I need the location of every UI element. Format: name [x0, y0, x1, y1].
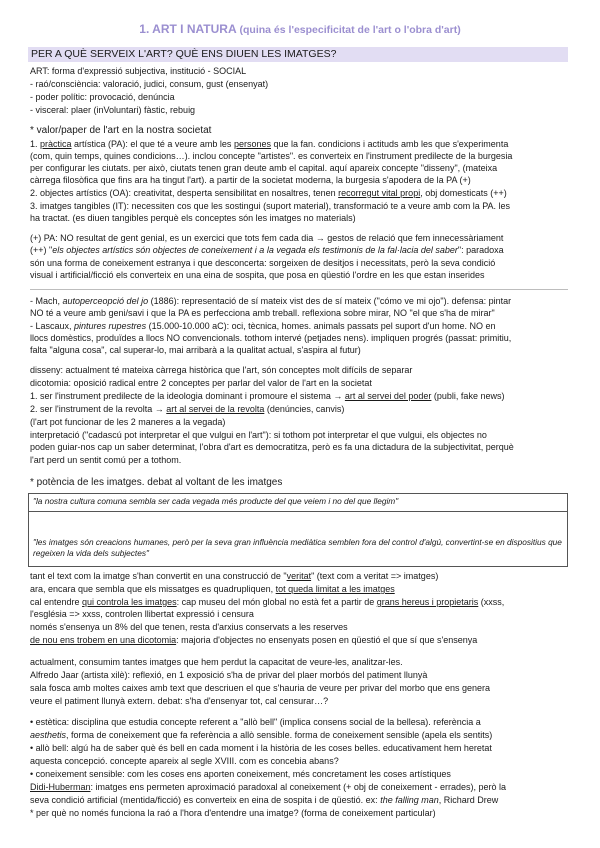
- page-title: [0, 22, 600, 36]
- art-reason-line: - raó/consciència: valoració, judici, consum, gust (ensenyat): [30, 79, 269, 89]
- italic-quote: els objectes artístics són objectes de coneixement i a la vegada els testimonis de la fal·lacia del saber: [52, 245, 458, 255]
- paragraph-line: càrrega filosòfica que fins ara ha tingut l'art). a partir de la societat moderna, la burgesia s'apodera de la PA (+): [30, 175, 471, 185]
- paragraph-line: per configurar les ciutats. per això, ciutats tenen gran deute amb el capital. aquí apareix concepte "disseny", (mateixa: [30, 163, 498, 173]
- underlined-term: qui controla les imatges: [82, 597, 177, 607]
- text-span: (++) ": [30, 245, 53, 255]
- text-span: tant el text com la imatge s'han convertit en una construcció de ": [30, 571, 287, 581]
- paragraph-line: disseny: actualment té mateixa càrrega històrica que l'art, són conceptes molt difícils de separar: [30, 365, 413, 375]
- paragraph-line: són una forma de coneixement estranya i que desconcerta: sorgeixen de desitjos i necessitats, però la seva condició: [30, 258, 496, 268]
- text-span: - Lascaux,: [30, 321, 75, 331]
- underlined-term: tot queda limitat a les imatges: [275, 584, 395, 594]
- underlined-term: art al servei de la revolta: [166, 404, 265, 414]
- paragraph-line: sala fosca amb moltes caixes amb text que descriuen el que s'hauria de veure per privar del morbo que ens genera: [30, 683, 490, 693]
- text-span: - Mach,: [30, 296, 63, 306]
- paragraph-line: • coneixement sensible: com les coses ens aporten coneixement, més concretament les coses artístiques: [30, 769, 451, 779]
- paragraph-line: NO té a veure amb geni/savi i que la PA es perfecciona amb treball. reflexiona sobre mirar, NO "el que s'ha de mirar": [30, 308, 495, 318]
- underlined-term: art al servei del poder: [344, 391, 432, 401]
- section-heading-what-for: PER A QUÈ SERVEIX L'ART? QUÈ ENS DIUEN LES IMATGES?: [28, 47, 568, 62]
- paragraph-line: poden guiar-nos cap un saber determinat, l'obra d'art es democratitza, però es fa una dictadura de la subjectivitat, perquè: [30, 442, 514, 452]
- paragraph-line: llocs domèstics, produïdes a llocs NO convencionals. tothom intervé (petjades nens). impliquen progrés (passat: primitiu,: [30, 333, 512, 343]
- text-span: (1886): representació de sí mateix vist des de sí mateix ("cómo ve mi ojo"). defensa: pintar: [148, 296, 512, 306]
- art-political-line: - poder polític: provocació, denúncia: [30, 92, 175, 102]
- paragraph-line: visual i artificial/ficció els converteix en una eina de sospita, que posa en qüestió l'ordre en les que estan inserides: [30, 270, 485, 280]
- text-span: (publi, fake news): [431, 391, 505, 401]
- quote-box: "les imatges són creacions humanes, però per la seva gran influència mediàtica semblen fora del control d'algú, convertint-se en dispositius que regeixen la vida dels subjectes": [28, 511, 568, 567]
- text-span: : majoria d'objectes no ensenyats posen en qüestió el que sí que s'ensenya: [176, 635, 478, 645]
- paragraph-line: falta "alguna cosa", cal superar-lo, mai arribarà a la qualitat actual, s'aspira al futur): [30, 345, 361, 355]
- section-heading-value: * valor/paper de l'art en la nostra societat: [30, 125, 212, 136]
- paragraph-line: dicotomia: oposició radical entre 2 conceptes per parlar del valor de l'art en la societat: [30, 378, 372, 388]
- underlined-term: Didi-Huberman: [30, 782, 91, 792]
- paragraph-line: [30, 635, 570, 646]
- paragraph-line: [30, 404, 570, 415]
- paragraph-line: l'art perd un sentit comú per a tothom.: [30, 455, 182, 465]
- paragraph-line: [30, 321, 570, 332]
- paragraph-line: actualment, consumim tantes imatges que hem perdut la capacitat de veure-les, analitzar-les.: [30, 657, 403, 667]
- text-span: ara, encara que sembla que els missatges es quadrupliquen,: [30, 584, 276, 594]
- text-span: , forma de coneixement que fa referència a allò sensible. forma de coneixement sensible (apela els sentits): [66, 730, 493, 740]
- text-span: , Richard Drew: [438, 795, 499, 805]
- text-span: (denúncies, canvis): [264, 404, 345, 414]
- underlined-term: veritat: [286, 571, 312, 581]
- paragraph-line: [30, 296, 570, 307]
- text-span: que la fan. condicions i actituds amb les que s'experimenta: [270, 139, 509, 149]
- paragraph-line: aquesta concepció. concepte apareix al segle XVIII. com es concebia abans?: [30, 756, 339, 766]
- paragraph-line: • estètica: disciplina que estudia concepte referent a "allò bell" (implica consens social de la bellesa). referència a: [30, 717, 481, 727]
- italic-term: aesthetis: [30, 730, 67, 740]
- text-span: cal entendre: [30, 597, 83, 607]
- paragraph-line: * per què no només funciona la raó a l'hora d'entendre una imatge? (forma de coneixement particular): [30, 808, 436, 818]
- divider: [30, 289, 568, 290]
- paragraph-line: [30, 571, 570, 582]
- paragraph-line: l'església => xxss, controlen llibertat expressió i censura: [30, 609, 254, 619]
- paragraph-line: [30, 188, 570, 199]
- paragraph-line: Alfredo Jaar (artista xilè): reflexió, en 1 exposició s'ha de privar del plaer morbós del patiment llunyà: [30, 670, 428, 680]
- paragraph-line: (com, quin temps, quines condicions…). inclou concepte "artistes". es converteix en l'instrument predilecte de la burgesia: [30, 151, 513, 161]
- paragraph-line: [30, 139, 570, 150]
- paragraph-line: només s'ensenya un 8% del que tenen, resta d'arxius conservats a les reserves: [30, 622, 348, 632]
- text-span: 2. ser l'instrument de la revolta →: [30, 404, 167, 414]
- text-span: (xxss,: [478, 597, 505, 607]
- text-span: ": paradoxa: [457, 245, 504, 255]
- italic-title: pintures rupestres: [74, 321, 147, 331]
- italic-title: the falling man: [380, 795, 439, 805]
- paragraph-line: • allò bell: algú ha de saber què és bell en cada moment i la història de les coses belles. educativament hem heretat: [30, 743, 492, 753]
- underlined-term: de nou ens trobem en una dicotomia: [30, 635, 177, 645]
- paragraph-line: [30, 795, 570, 806]
- paragraph-line: [30, 245, 570, 256]
- text-span: : imatges ens permeten aproximació paradoxal al coneixement (+ obj de coneixement - errades), però la: [90, 782, 506, 792]
- art-visceral-line: - visceral: plaer (inVoluntari) fàstic, rebuig: [30, 105, 196, 115]
- underlined-term: grans hereus i propietaris: [376, 597, 479, 607]
- paragraph-line: [30, 782, 570, 793]
- paragraph-line: interpretació ("cadascú pot interpretar el que vulgui en l'art"): si tothom pot interpretar el que vulgui, els objectes no: [30, 430, 487, 440]
- italic-title: autoperceopció del jo: [62, 296, 149, 306]
- paragraph-line: [30, 730, 570, 741]
- text-span: (15.000-10.000 aC): oci, tècnica, homes. animals passats pel suport d'un home. NO en: [146, 321, 496, 331]
- paragraph-line: (+) PA: NO resultat de gent genial, es un exercici que tots fem cada dia → gestos de relació que fem innecessàriament: [30, 233, 504, 243]
- paragraph-line: veure el patiment llunyà extern. debat: s'ha d'ensenyar tot, cal censurar…?: [30, 696, 329, 706]
- paragraph-line: (l'art pot funcionar de les 2 maneres a la vegada): [30, 417, 226, 427]
- text-span: artística (PA): el que té a veure amb les: [71, 139, 234, 149]
- underlined-term: persones: [233, 139, 271, 149]
- text-span: " (text com a veritat => imatges): [311, 571, 439, 581]
- paragraph-line: [30, 391, 570, 402]
- text-span: seva condició artificial (mentida/ficció) es converteix en eina de sospita i de qüestió. ex:: [30, 795, 381, 805]
- art-definition: ART: forma d'expressió subjectiva, institució - SOCIAL: [30, 66, 247, 76]
- paragraph-line: [30, 597, 570, 608]
- text-span: 1. ser l'instrument predilecte de la ideologia dominant i promoure el sistema →: [30, 391, 345, 401]
- section-heading-power: * potència de les imatges. debat al voltant de les imatges: [30, 477, 283, 488]
- text-span: : cap museu del món global no està fet a partir de: [176, 597, 377, 607]
- text-span: 2. objectes artístics (OA): creativitat, desperta sensibilitat en nosaltres, tenen: [30, 188, 339, 198]
- title-subtitle: (quina és l'especificitat de l'art o l'obra d'art): [239, 24, 461, 36]
- underlined-term: recorregut vital propi: [338, 188, 421, 198]
- quote-box: "la nostra cultura comuna sembla ser cada vegada més producte del que veiem i no del que llegim": [28, 493, 568, 512]
- text-span: , obj domesticats (++): [420, 188, 507, 198]
- text-span: 1.: [30, 139, 41, 149]
- paragraph-line: ha tractat. (es diuen tangibles perquè els conceptes són les imatges no materials): [30, 213, 356, 223]
- underlined-term: pràctica: [40, 139, 72, 149]
- title-main: 1. ART I NATURA: [139, 22, 237, 36]
- paragraph-line: [30, 584, 570, 595]
- paragraph-line: 3. imatges tangibles (IT): necessiten cos que les sostingui (suport material), transformació te a veure amb com la PA. les: [30, 201, 511, 211]
